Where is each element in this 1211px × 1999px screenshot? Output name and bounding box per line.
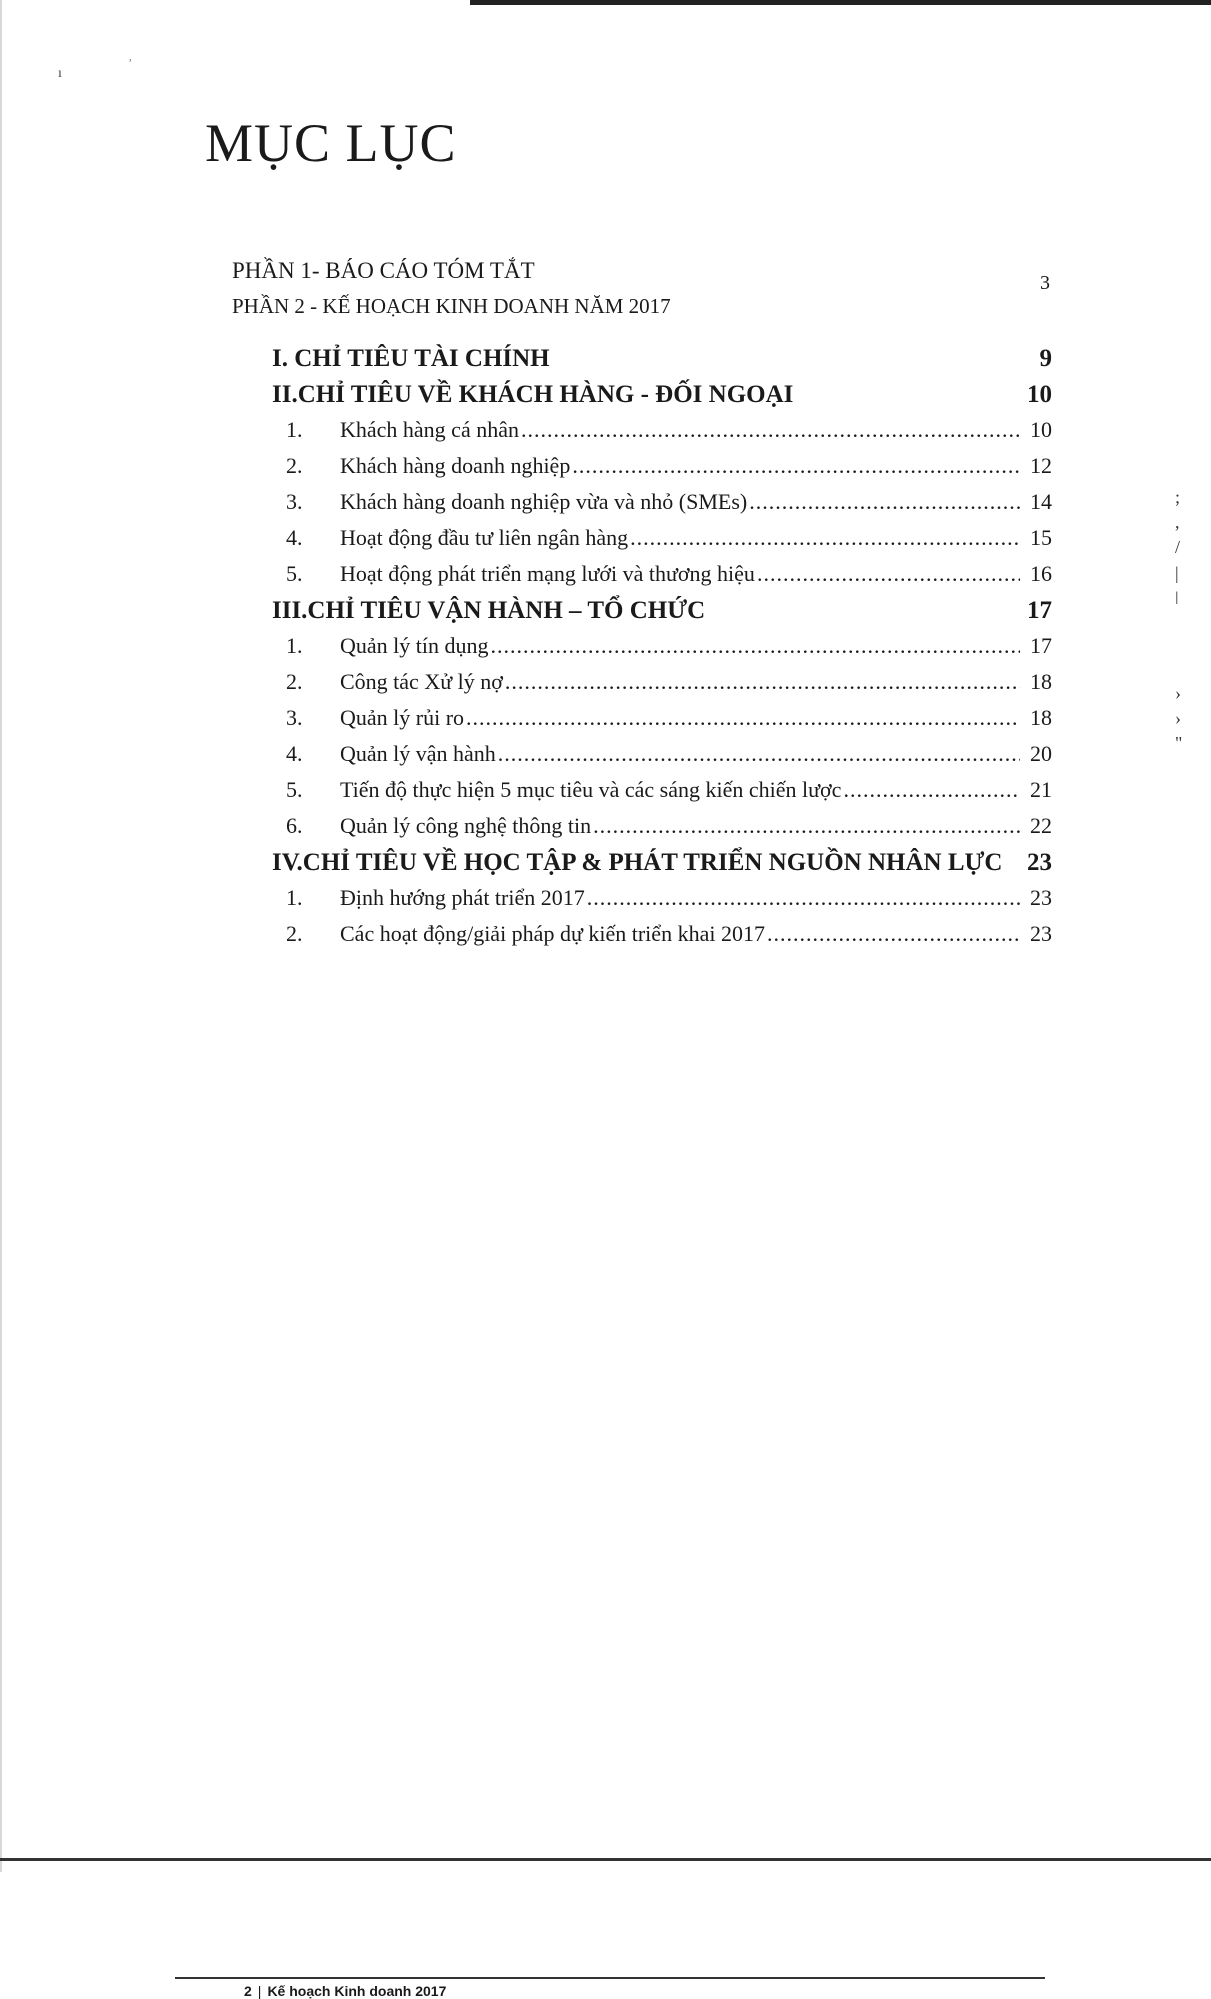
toc-item [272, 417, 1052, 453]
footer-rule [175, 1977, 1045, 1979]
toc-part1-page: 3 [1040, 272, 1050, 294]
toc-dot-leader [498, 741, 1020, 767]
scan-speck: ı [58, 66, 62, 81]
toc-dot-leader [587, 885, 1020, 911]
toc-item-page: 17 [1030, 633, 1052, 658]
toc-item-title: Tiến độ thực hiện 5 mục tiêu và các sáng kiến chiến lược [340, 777, 842, 802]
toc-item-number: 2. [286, 453, 303, 478]
toc-item-page: 22 [1030, 813, 1052, 838]
toc-item-page: 16 [1030, 561, 1052, 586]
toc-dot-leader [466, 705, 1020, 731]
toc-section-page: 10 [1027, 381, 1052, 408]
scan-edge-top [470, 0, 1211, 5]
toc-section-title: I. CHỈ TIÊU TÀI CHÍNH [272, 345, 550, 372]
toc-item-title: Hoạt động đầu tư liên ngân hàng [340, 525, 629, 550]
toc-item-number: 2. [286, 921, 303, 946]
toc-item [272, 561, 1052, 597]
toc-item-title: Khách hàng doanh nghiệp vừa và nhỏ (SMEs) [340, 489, 748, 514]
scan-margin-marks: ; , / | ǀ › › " [1175, 487, 1183, 754]
toc-item-title: Quản lý rủi ro [340, 705, 465, 730]
scan-speck: ʾ [128, 58, 133, 73]
toc-item-number: 3. [286, 489, 303, 514]
toc-item-page: 10 [1030, 417, 1052, 442]
toc-item-page: 20 [1030, 741, 1052, 766]
toc-dot-leader [749, 489, 1020, 515]
toc-item [272, 669, 1052, 705]
toc-item [272, 489, 1052, 525]
toc-item [272, 633, 1052, 669]
scan-edge-left [0, 0, 2, 1872]
toc-item-title: Công tác Xử lý nợ [340, 669, 503, 694]
footer-doc-title: Kế hoạch Kinh doanh 2017 [267, 1983, 447, 1999]
toc-item-title: Khách hàng doanh nghiệp [340, 453, 571, 478]
toc-item-number: 4. [286, 525, 303, 550]
toc-item-title: Các hoạt động/giải pháp dự kiến triển khai 2017 [340, 921, 765, 946]
toc-section-page: 9 [1039, 345, 1052, 372]
toc-item-title: Định hướng phát triển 2017 [340, 885, 585, 910]
toc-dot-leader [572, 453, 1020, 479]
toc-dot-leader [630, 525, 1020, 551]
toc-item-number: 1. [286, 885, 303, 910]
toc-item-page: 12 [1030, 453, 1052, 478]
toc-item-number: 1. [286, 633, 303, 658]
toc-item [272, 777, 1052, 813]
toc-dot-leader [757, 561, 1020, 587]
scan-edge-bottom [0, 1858, 1211, 1861]
toc-item-page: 18 [1030, 705, 1052, 730]
toc-item [272, 921, 1052, 957]
toc-section-title: IV.CHỈ TIÊU VỀ HỌC TẬP & PHÁT TRIỂN NGUỒN NHÂN LỰC [272, 849, 1003, 876]
toc-dot-leader [767, 921, 1020, 947]
toc-item [272, 705, 1052, 741]
toc-item-number: 5. [286, 777, 303, 802]
toc-section [272, 597, 1052, 633]
toc-item-number: 6. [286, 813, 303, 838]
toc-section [272, 849, 1052, 885]
toc-item-number: 1. [286, 417, 303, 442]
toc-section-page: 23 [1027, 849, 1052, 876]
toc-dot-leader [521, 417, 1020, 443]
toc-section-title: III.CHỈ TIÊU VẬN HÀNH – TỔ CHỨC [272, 597, 706, 624]
toc-part2-label: PHẦN 2 - KẾ HOẠCH KINH DOANH NĂM 2017 [232, 294, 671, 318]
toc-item-title: Quản lý vận hành [340, 741, 496, 766]
toc-dot-leader [505, 669, 1020, 695]
table-of-contents [272, 345, 1052, 957]
toc-part1-label: PHẦN 1- BÁO CÁO TÓM TẮT [232, 258, 535, 283]
toc-section-page: 17 [1027, 597, 1052, 624]
toc-item-page: 21 [1030, 777, 1052, 802]
toc-section-title: II.CHỈ TIÊU VỀ KHÁCH HÀNG - ĐỐI NGOẠI [272, 381, 794, 408]
page-footer [244, 1983, 446, 1999]
footer-page-number: 2 [244, 1983, 252, 1999]
toc-item [272, 453, 1052, 489]
toc-item [272, 525, 1052, 561]
toc-item-page: 18 [1030, 669, 1052, 694]
toc-dot-leader [491, 633, 1021, 659]
toc-item [272, 741, 1052, 777]
toc-section [272, 381, 1052, 417]
toc-dot-leader [593, 813, 1020, 839]
toc-item [272, 813, 1052, 849]
toc-item-page: 23 [1030, 885, 1052, 910]
toc-item-page: 23 [1030, 921, 1052, 946]
toc-item-number: 5. [286, 561, 303, 586]
toc-item-title: Quản lý công nghệ thông tin [340, 813, 592, 838]
toc-item-title: Khách hàng cá nhân [340, 417, 519, 442]
toc-item-number: 3. [286, 705, 303, 730]
footer-separator: | [257, 1983, 262, 1999]
toc-item-page: 14 [1030, 489, 1052, 514]
toc-dot-leader [843, 777, 1020, 803]
page-title: MỤC LỤC [205, 113, 457, 173]
toc-section [272, 345, 1052, 381]
toc-item-number: 4. [286, 741, 303, 766]
toc-item-title: Hoạt động phát triển mạng lưới và thương hiệu [340, 561, 755, 586]
toc-item-title: Quản lý tín dụng [340, 633, 489, 658]
toc-item [272, 885, 1052, 921]
toc-item-number: 2. [286, 669, 303, 694]
toc-item-page: 15 [1030, 525, 1052, 550]
